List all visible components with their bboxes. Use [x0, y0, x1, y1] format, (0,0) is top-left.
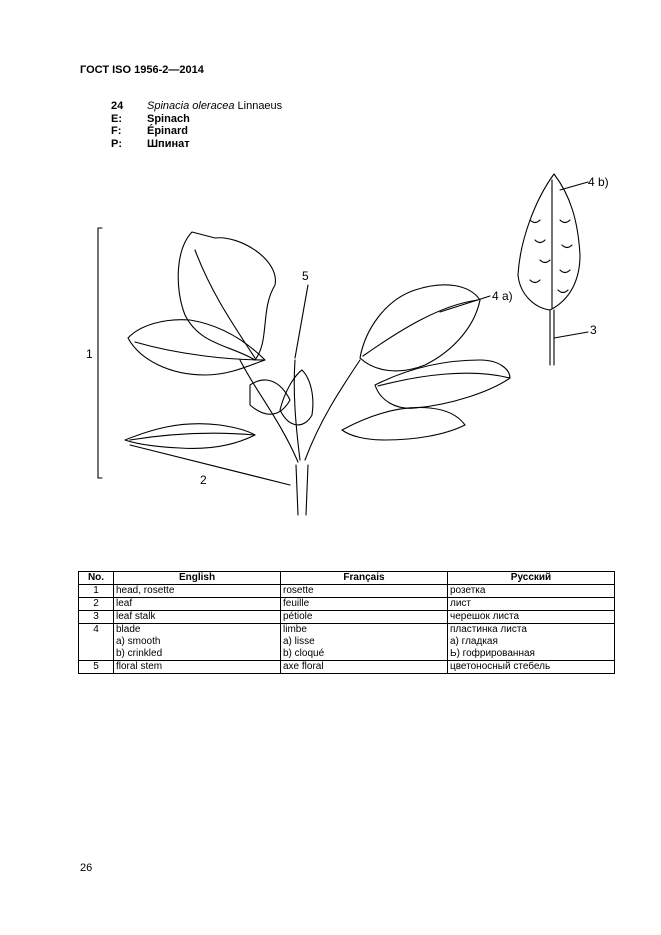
document-header: ГОСТ ISO 1956-2—2014: [80, 64, 204, 76]
header-english: English: [114, 572, 281, 585]
figure-label-5: 5: [302, 269, 309, 283]
table-row: [79, 624, 615, 661]
cell-line: feuille: [283, 598, 310, 609]
header-russian: Русский: [448, 572, 615, 585]
cell-french: [281, 624, 448, 661]
entry-value: Spinach: [147, 112, 190, 125]
cell-english: [114, 611, 281, 624]
scale-bracket-1: [98, 228, 102, 478]
leaf-stalk: [550, 310, 554, 365]
cell-french: [281, 598, 448, 611]
figure-label-3: 3: [590, 323, 597, 337]
table-header-row: [79, 572, 615, 585]
cell-line: rosette: [283, 585, 314, 596]
latin-name: [147, 100, 282, 113]
cell-line: цветоносный стебель: [450, 661, 551, 672]
entry-row-e: [111, 113, 282, 126]
figure-label-1: 1: [86, 347, 93, 361]
leaf-mid-left: [128, 320, 265, 375]
cell-line: а) гладкая: [450, 636, 498, 647]
cell-french: [281, 661, 448, 674]
entry-number-row: [111, 100, 282, 113]
cell-russian: [448, 611, 615, 624]
latin-name-italic: Spinacia oleracea: [147, 100, 235, 112]
cell-russian: [448, 598, 615, 611]
cell-english: [114, 598, 281, 611]
leaf-center: [280, 370, 313, 425]
leaf-upper-left: [178, 232, 275, 360]
leaf-blade-smooth: [360, 285, 480, 371]
cell-line: a) lisse: [283, 636, 315, 647]
table-row: [79, 611, 615, 624]
cell-english: [114, 624, 281, 661]
cell-english: [114, 661, 281, 674]
entry-key: E:: [111, 112, 122, 125]
entry-row-p: [111, 138, 282, 151]
cell-line: a) smooth: [116, 636, 161, 647]
spinach-illustration: [80, 160, 620, 530]
leaf-lower-right: [342, 407, 465, 440]
page-number: 26: [80, 862, 93, 874]
cell-russian: [448, 661, 615, 674]
cell-no: 5: [79, 661, 114, 674]
table-row: [79, 661, 615, 674]
cell-french: [281, 611, 448, 624]
figure-label-4a: 4 a): [492, 289, 513, 303]
table-row: [79, 585, 615, 598]
entry-value: Шпинат: [147, 137, 190, 150]
cell-line: floral stem: [116, 661, 163, 672]
cell-line: b) cloqué: [283, 648, 325, 659]
terms-table: [78, 571, 615, 674]
header-no: No.: [79, 572, 114, 585]
entry-key: F:: [111, 125, 122, 137]
latin-author: Linnaeus: [237, 100, 283, 112]
leaf-blade-crinkled: [518, 174, 580, 310]
cell-russian: [448, 624, 615, 661]
floral-stem: [296, 465, 308, 515]
leaf-lower-left: [125, 424, 255, 449]
cell-line: черешок листа: [450, 611, 520, 622]
table-row: [79, 598, 615, 611]
leaf-mid-right: [375, 360, 510, 408]
cell-line: leaf: [116, 598, 133, 609]
figure-label-4b: 4 b): [588, 175, 609, 189]
cell-english: [114, 585, 281, 598]
cell-line: leaf stalk: [116, 611, 156, 622]
cell-line: розетка: [450, 585, 486, 596]
cell-no: 4: [79, 624, 114, 661]
cell-line: axe floral: [283, 661, 324, 672]
entry-row-f: [111, 125, 282, 138]
cell-line: лист: [450, 598, 472, 609]
cell-line: Ь) гофрированная: [450, 648, 535, 659]
cell-line: пластинка листа: [450, 624, 527, 635]
cell-no: 1: [79, 585, 114, 598]
scale-line-2: [130, 445, 290, 485]
cell-french: [281, 585, 448, 598]
cell-line: pétiole: [283, 611, 313, 622]
entry-value: Épinard: [147, 125, 188, 137]
cell-no: 3: [79, 611, 114, 624]
cell-line: blade: [116, 624, 141, 635]
entry-key: P:: [111, 137, 122, 150]
species-entry: [111, 100, 282, 150]
cell-russian: [448, 585, 615, 598]
entry-number: 24: [111, 100, 124, 112]
cell-line: b) crinkled: [116, 648, 163, 659]
figure-label-2: 2: [200, 473, 207, 487]
cell-no: 2: [79, 598, 114, 611]
cell-line: head, rosette: [116, 585, 175, 596]
cell-line: limbe: [283, 624, 307, 635]
header-french: Français: [281, 572, 448, 585]
